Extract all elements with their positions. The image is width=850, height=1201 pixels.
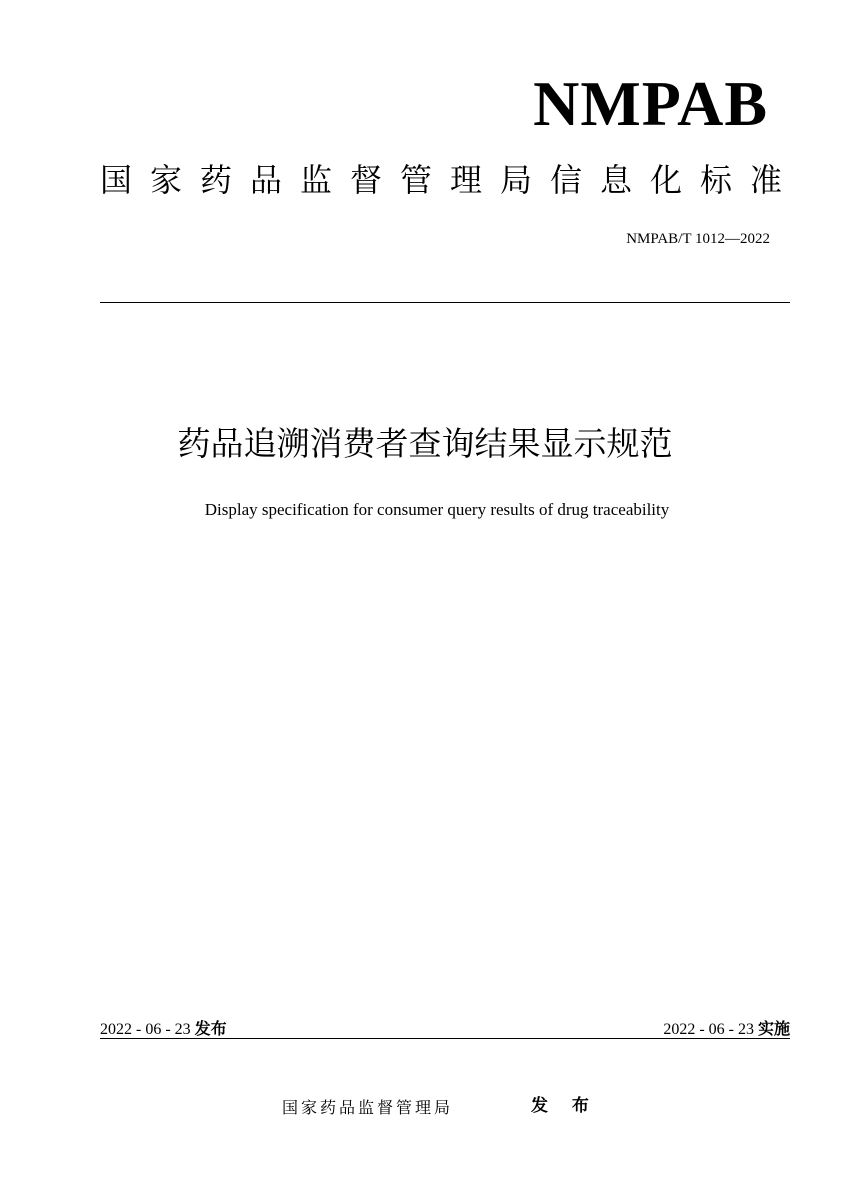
dates-divider (100, 1038, 790, 1039)
standard-number: NMPAB/T 1012—2022 (626, 231, 770, 247)
organization-standard-title: 国家药品监督管理局信息化标准 (100, 161, 801, 199)
publish-date: 2022 - 06 - 23 (100, 1021, 191, 1038)
implement-date-line (663, 1019, 790, 1039)
document-title-english: Display specification for consumer query results of drug traceability (204, 500, 670, 519)
issuer-name: 国家药品监督管理局 (282, 1098, 454, 1117)
issue-label: 发 布 (531, 1096, 598, 1116)
standard-abbreviation: NMPAB (533, 68, 768, 139)
document-title-chinese: 药品追溯消费者查询结果显示规范 (177, 424, 673, 463)
publish-date-line (100, 1019, 227, 1039)
publish-label: 发布 (194, 1019, 227, 1038)
header-divider (100, 302, 790, 303)
implement-date: 2022 - 06 - 23 (663, 1021, 754, 1038)
implement-label: 实施 (757, 1019, 790, 1038)
